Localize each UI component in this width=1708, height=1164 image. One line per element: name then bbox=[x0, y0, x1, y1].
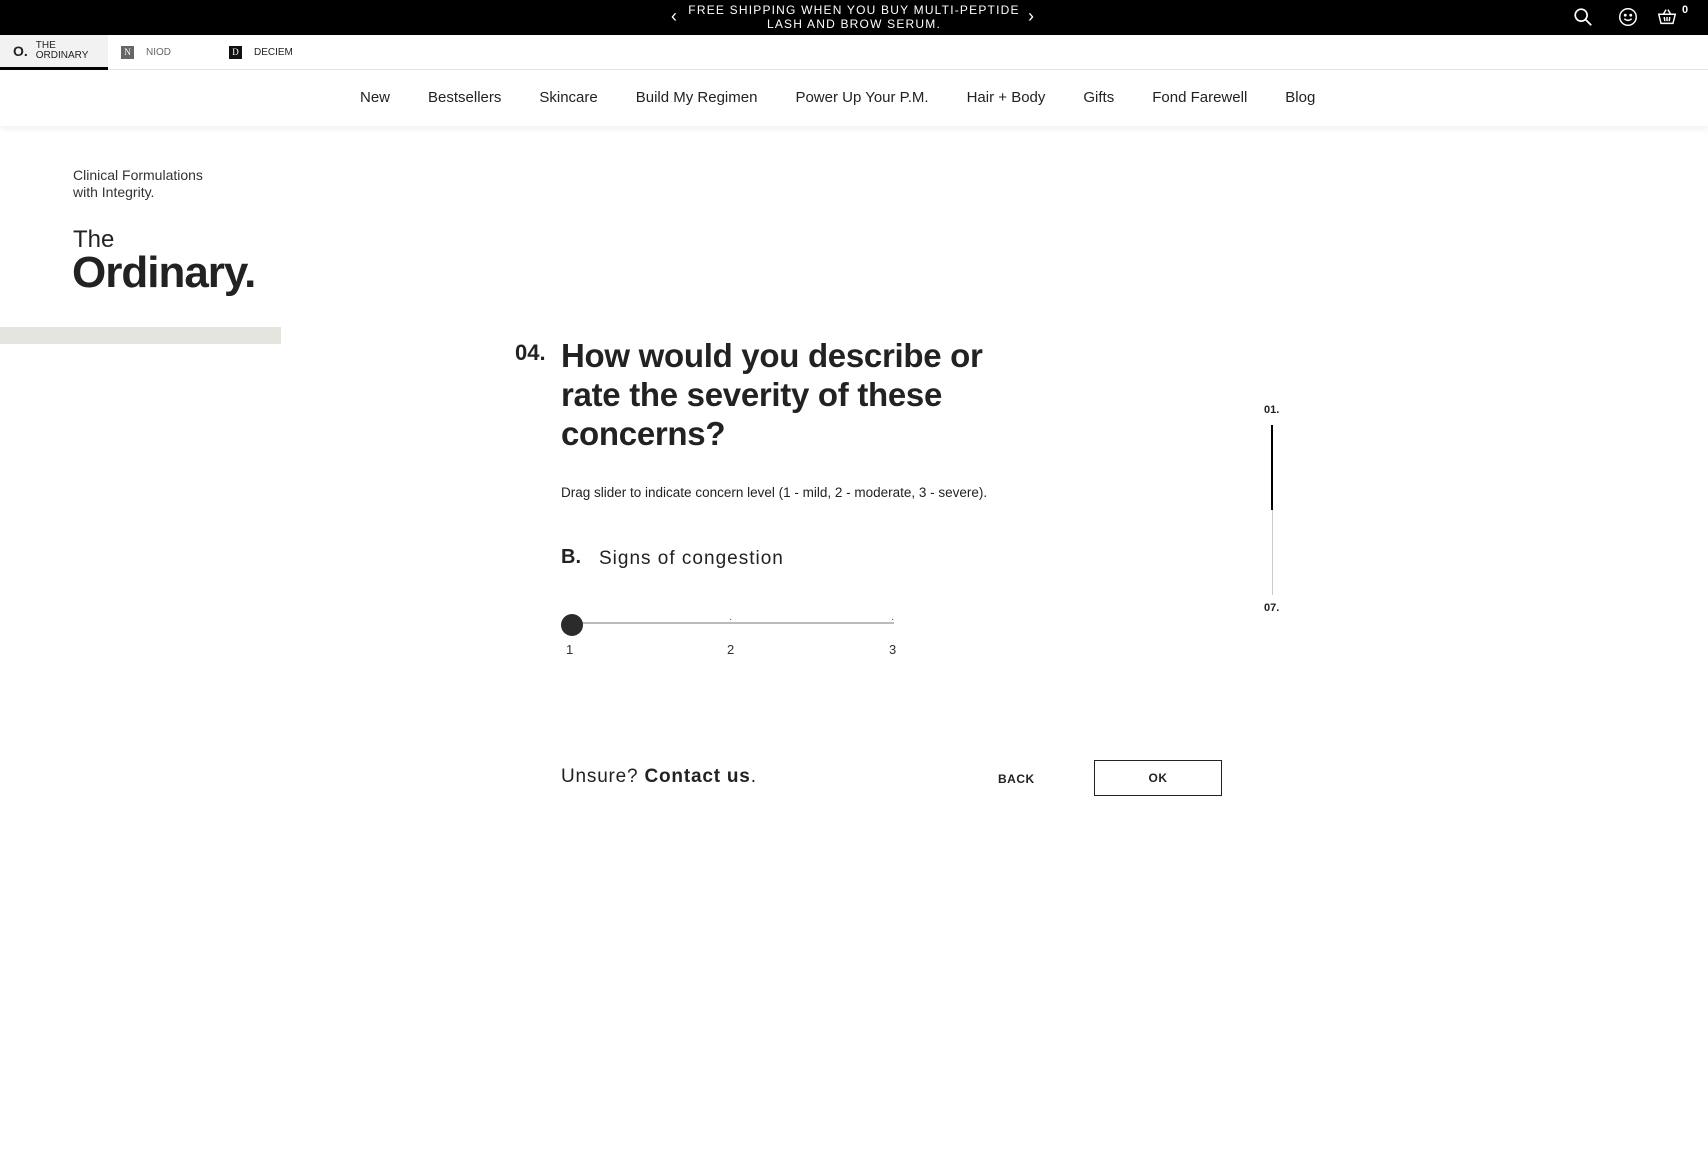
slider-label-1: 1 bbox=[566, 642, 574, 657]
nav-item-gifts[interactable]: Gifts bbox=[1083, 89, 1115, 106]
the-ordinary-mark-icon: O. bbox=[13, 43, 28, 59]
logo-ordinary[interactable]: Ordinary. bbox=[72, 248, 256, 297]
search-icon[interactable] bbox=[1572, 6, 1596, 30]
ok-button[interactable]: OK bbox=[1094, 760, 1222, 796]
contact-suffix: . bbox=[750, 766, 757, 787]
nav-item-new[interactable]: New bbox=[360, 89, 391, 106]
cart-basket-icon[interactable] bbox=[1656, 6, 1680, 30]
brand-switcher bbox=[0, 35, 1708, 70]
logo-the: The bbox=[73, 226, 115, 253]
nav-item-build-my-regimen[interactable]: Build My Regimen bbox=[635, 89, 758, 106]
progress-start-label: 01. bbox=[1264, 404, 1280, 416]
brand-tagline bbox=[73, 167, 203, 201]
cart-count-badge: 0 bbox=[1682, 4, 1689, 16]
severity-slider-track[interactable] bbox=[572, 622, 894, 624]
brand-tab-the-ordinary[interactable] bbox=[0, 35, 108, 70]
nav-item-bestsellers[interactable]: Bestsellers bbox=[428, 89, 502, 106]
severity-slider-thumb[interactable] bbox=[561, 614, 583, 636]
question-help-text: Drag slider to indicate concern level (1 - mild, 2 - moderate, 3 - severe). bbox=[561, 485, 988, 500]
announcement-next-arrow[interactable]: › bbox=[1028, 6, 1034, 26]
progress-end-label: 07. bbox=[1264, 602, 1280, 614]
brand-tab-label: THE ORDINARY bbox=[35, 40, 89, 61]
announcement-bar bbox=[0, 0, 1708, 35]
slider-tick-mark: · bbox=[729, 614, 733, 625]
brand-tab-deciem[interactable] bbox=[229, 35, 329, 70]
niod-mark-icon: N bbox=[121, 46, 134, 59]
account-smile-icon[interactable] bbox=[1617, 6, 1641, 30]
slider-label-3: 3 bbox=[889, 642, 897, 657]
question-title: How would you describe or rate the severity of these concerns? bbox=[561, 337, 983, 452]
nav-item-hair-body[interactable]: Hair + Body bbox=[966, 89, 1046, 106]
question-number: 04. bbox=[515, 340, 546, 365]
tagline-line-1: Clinical Formulations bbox=[73, 167, 203, 183]
nav-item-blog[interactable]: Blog bbox=[1285, 89, 1316, 106]
nav-item-skincare[interactable]: Skincare bbox=[539, 89, 598, 106]
tagline-line-2: with Integrity. bbox=[73, 184, 155, 200]
nav-item-fond-farewell[interactable]: Fond Farewell bbox=[1152, 89, 1248, 106]
back-button[interactable]: BACK bbox=[998, 772, 1035, 786]
unsure-prompt bbox=[561, 766, 757, 788]
unsure-text: Unsure? bbox=[561, 766, 645, 787]
sub-question-letter: B. bbox=[561, 546, 581, 568]
brand-tab-label: NIOD bbox=[146, 46, 171, 58]
brand-tab-niod[interactable] bbox=[121, 35, 221, 70]
slider-label-2: 2 bbox=[727, 642, 735, 657]
contact-us-link[interactable]: Contact us bbox=[644, 766, 751, 787]
announcement-prev-arrow[interactable]: ‹ bbox=[671, 6, 677, 26]
slider-tick-mark: · bbox=[891, 614, 895, 625]
announcement-message: FREE SHIPPING WHEN YOU BUY MULTI-PEPTIDE LASH AND BROW SERUM. bbox=[688, 3, 1020, 31]
progress-fill bbox=[1271, 425, 1273, 510]
nav-item-power-up-pm[interactable]: Power Up Your P.M. bbox=[795, 89, 929, 106]
main-navigation bbox=[0, 70, 1708, 126]
brand-tab-label: DECIEM bbox=[254, 46, 293, 58]
sub-question-label: Signs of congestion bbox=[599, 548, 784, 569]
deciem-mark-icon: D bbox=[229, 46, 242, 59]
decorative-bar bbox=[0, 327, 281, 344]
